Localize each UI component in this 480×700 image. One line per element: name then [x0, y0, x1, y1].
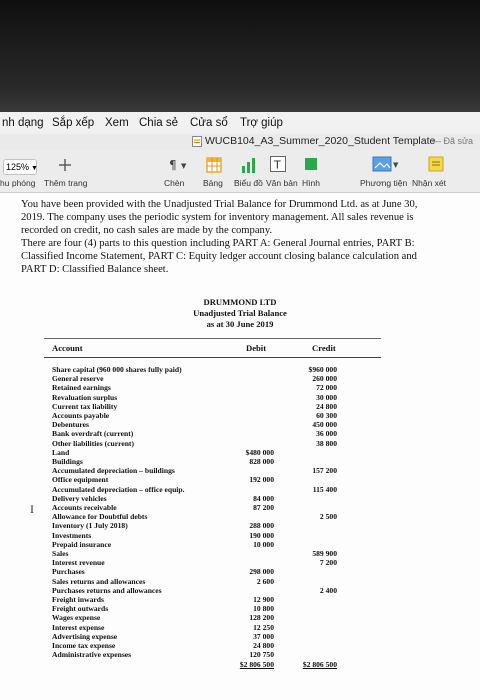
intro-line: You have been provided with the Unadjusted Trial Balance for Drummond Ltd. as at June 30, [21, 199, 418, 210]
account-name: Administrative expenses [52, 650, 132, 660]
credit-amount: 2 400 [319, 585, 337, 595]
credit-total: $2 806 500 [302, 660, 337, 670]
table-header-rule [44, 357, 381, 358]
debit-amount: 10 800 [253, 604, 274, 614]
credit-amount: 72 000 [316, 383, 337, 393]
debit-amount: 24 800 [253, 641, 274, 650]
menu-view[interactable]: Xem [105, 117, 129, 129]
account-name: Sales [52, 549, 69, 558]
text-box-icon[interactable] [270, 156, 286, 172]
menu-share[interactable]: Chia sẻ [139, 117, 178, 129]
credit-amount: 2 500 [319, 512, 337, 522]
chevron-down-icon: ▼ [31, 165, 38, 172]
account-name: Other liabilities (current) [52, 438, 134, 448]
add-page-label: Thêm trang [44, 178, 88, 188]
debit-column-header: Debit [246, 343, 267, 353]
account-name: Prepaid insurance [52, 539, 112, 549]
shape-label: Hình [302, 178, 320, 188]
debit-amount: 12 250 [253, 622, 274, 632]
account-name: Accumulated depreciation – buildings [52, 466, 175, 476]
insert-icon[interactable] [168, 158, 194, 172]
debit-amount: 120 750 [249, 650, 274, 660]
table-top-rule [44, 338, 381, 339]
statement-title: Unadjusted Trial Balance [193, 308, 287, 318]
zoom-select[interactable] [3, 159, 37, 175]
zoom-value: 125% [6, 162, 30, 172]
debit-amount: 12 900 [253, 595, 274, 604]
credit-amount: 60 300 [316, 411, 337, 420]
debit-amount: 10 000 [253, 539, 274, 549]
photo-dark-border [0, 0, 480, 112]
intro-line: Classified Income Statement, PART C: Equity ledger account closing balance calculation and [21, 251, 417, 262]
toolbar [0, 150, 480, 193]
debit-amount: 298 000 [249, 567, 274, 577]
zoom-label: hu phóng [0, 178, 36, 188]
credit-amount: 7 200 [319, 558, 337, 568]
account-name: General reserve [52, 374, 104, 384]
shape-icon[interactable] [304, 157, 318, 171]
credit-amount: 260 000 [312, 374, 337, 384]
credit-amount: 24 800 [316, 401, 337, 411]
account-name: Inventory (1 July 2018) [52, 521, 128, 531]
account-name: Income tax expense [52, 641, 116, 650]
text-label: Văn bản [266, 178, 298, 188]
intro-line: recorded on credit, no cash sales are made by the company. [21, 225, 273, 236]
account-name: Freight inwards [52, 595, 104, 604]
comment-icon[interactable] [428, 156, 444, 172]
media-icon[interactable] [372, 156, 402, 172]
svg-text:▼: ▼ [393, 161, 399, 169]
statement-date: as at 30 June 2019 [206, 319, 274, 329]
menu-help[interactable]: Trợ giúp [240, 117, 283, 129]
debit-amount: 2 600 [256, 576, 274, 586]
chart-icon[interactable] [240, 156, 258, 174]
document-title: WUCB104_A3_Summer_2020_Student Template [205, 135, 436, 147]
account-name: Buildings [52, 457, 83, 466]
account-name: Purchases [52, 567, 85, 577]
account-name: Revaluation surplus [52, 392, 118, 402]
menu-format[interactable]: nh dạng [2, 117, 44, 129]
account-name: Investments [52, 530, 92, 540]
account-name: Retained earnings [52, 383, 111, 393]
credit-amount: 157 200 [312, 466, 337, 476]
company-name: DRUMMOND LTD [203, 297, 277, 307]
account-name: Advertising expense [52, 631, 118, 641]
account-name: Interest expense [52, 622, 105, 632]
account-name: Accounts receivable [52, 503, 117, 512]
chart-label: Biểu đồ [234, 178, 263, 188]
account-name: Bank overdraft (current) [52, 429, 134, 439]
credit-amount: 30 000 [316, 392, 337, 402]
intro-line: There are four (4) parts to this question including PART A: General Journal entries, PART B: [21, 238, 415, 249]
account-column-header: Account [52, 343, 83, 353]
account-name: Allowance for Doubtful debts [52, 512, 148, 522]
credit-amount: 38 800 [316, 438, 337, 448]
debit-total: $2 806 500 [239, 660, 274, 670]
intro-line: PART D: Classified Balance sheet. [21, 264, 169, 275]
credit-amount: $960 000 [308, 365, 337, 374]
debit-amount: 37 000 [253, 631, 274, 641]
account-name: Interest revenue [52, 558, 105, 568]
account-name: Delivery vehicles [52, 493, 107, 503]
account-name: Accumulated depreciation – office equip. [52, 484, 185, 494]
credit-amount: 36 000 [316, 429, 337, 439]
credit-amount: 450 000 [312, 420, 337, 430]
credit-amount: 589 900 [312, 549, 337, 558]
debit-amount: 190 000 [249, 530, 274, 540]
account-name: Land [52, 447, 70, 457]
debit-amount: 87 200 [253, 503, 274, 512]
media-label: Phương tiện [360, 178, 408, 188]
add-page-icon[interactable] [58, 158, 72, 172]
account-name: Current tax liability [52, 401, 118, 411]
text-cursor-icon: I [30, 502, 34, 516]
intro-line: 2019. The company uses the periodic system for inventory management. All sales revenue is [21, 212, 414, 223]
credit-column-header: Credit [312, 343, 336, 353]
svg-text:T: T [274, 158, 281, 172]
insert-label: Chèn [164, 178, 185, 188]
debit-amount: 288 000 [249, 521, 274, 531]
menu-arrange[interactable]: Sắp xếp [52, 117, 95, 129]
comment-label: Nhận xét [412, 178, 447, 188]
svg-text:▼: ▼ [181, 162, 187, 170]
debit-amount: $480 000 [245, 447, 274, 457]
account-name: Wages expense [52, 613, 101, 623]
table-icon[interactable] [206, 157, 222, 173]
account-name: Accounts payable [52, 411, 110, 420]
document-icon [192, 136, 202, 147]
document-status: — Đã sửa [432, 136, 474, 146]
menu-bar [0, 112, 480, 135]
table-label: Bảng [203, 178, 223, 188]
intro-paragraph [21, 198, 461, 276]
debit-amount: 192 000 [249, 475, 274, 485]
menu-window[interactable]: Cửa sổ [190, 117, 228, 129]
account-name: Freight outwards [52, 604, 109, 614]
debit-amount: 128 200 [249, 613, 274, 623]
svg-text:¶: ¶ [169, 158, 177, 172]
debit-amount: 828 000 [249, 457, 274, 466]
window-title-bar [0, 134, 480, 150]
account-name: Purchases returns and allowances [52, 585, 162, 595]
debit-amount: 84 000 [253, 493, 274, 503]
credit-amount: 115 400 [312, 484, 337, 494]
account-name: Office equipment [52, 475, 109, 485]
account-name: Share capital (960 000 shares fully paid) [52, 365, 182, 374]
account-name: Sales returns and allowances [52, 576, 146, 586]
account-name: Debentures [52, 420, 89, 430]
